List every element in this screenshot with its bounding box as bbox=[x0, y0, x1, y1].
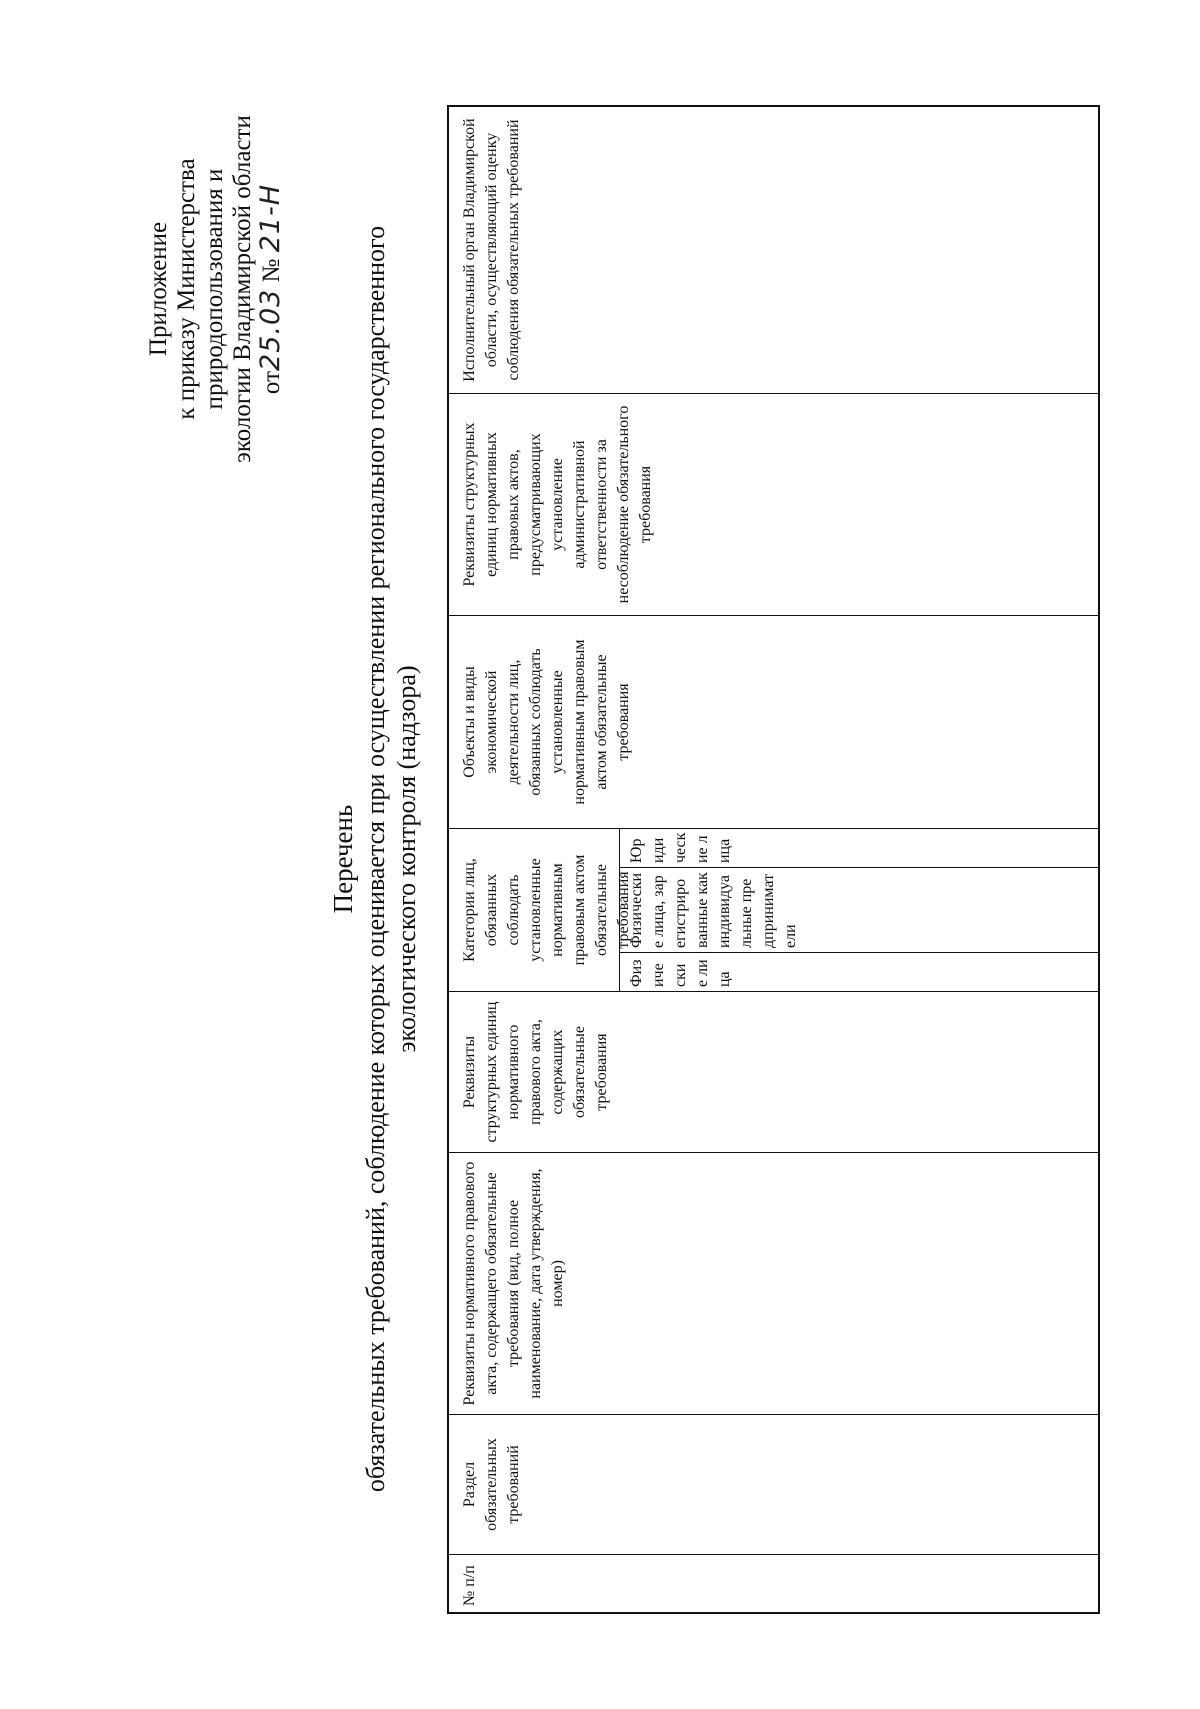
categories-subheader-row bbox=[619, 829, 1098, 991]
header-unit-details: Реквизиты структурных единиц нормативного правового акта, содержащих обязательные требования bbox=[449, 991, 1098, 1152]
requirements-table bbox=[447, 105, 1100, 1614]
header-categories: Категории лиц, обязанных соблюдать установленные нормативным правовым актом обязательные требования bbox=[461, 854, 632, 966]
approval-stamp bbox=[145, 69, 286, 509]
approval-order-line: к приказу Министерства bbox=[173, 158, 200, 420]
number-prefix: № bbox=[258, 258, 285, 283]
handwritten-number: 21-Н bbox=[255, 183, 286, 253]
header-legal-entities: Юридические лица bbox=[628, 832, 733, 863]
header-entrepreneurs: Физические лица, зарегистрированные как индивидуальные предприниматели bbox=[620, 867, 1098, 952]
header-objects: Объекты и виды экономической деятельности лиц, обязанных соблюдать установленные нормативным правовым актом обязательные требования bbox=[449, 615, 1098, 828]
document-subtitle-line-2: экологического контроля (надзора) bbox=[392, 665, 421, 1053]
document-subtitle-line-1: обязательных требований, соблюдение которых оценивается при осуществлении регионального государственного bbox=[361, 225, 390, 1493]
header-section: Раздел обязательных требований bbox=[449, 1414, 1098, 1554]
header-number: № п/п bbox=[449, 1554, 1098, 1612]
approval-region-line: экологии Владимирской области bbox=[229, 115, 256, 463]
document-title: Перечень bbox=[328, 804, 358, 914]
approval-date-line bbox=[257, 69, 286, 509]
header-act-details: Реквизиты нормативного правового акта, содержащего обязательные требования (вид, полное наименование, дата утверждения, номер) bbox=[449, 1152, 1098, 1414]
header-categories-group bbox=[449, 828, 1098, 991]
title-block bbox=[326, 159, 422, 1559]
header-liability: Реквизиты структурных единиц нормативных правовых актов, предусматривающих установление административной ответственности за несоблюдение обязательного требования bbox=[449, 393, 1098, 615]
approval-heading: Приложение bbox=[145, 221, 172, 357]
header-individuals: Физические лица bbox=[620, 952, 1098, 991]
approval-ministry-line: природопользования и bbox=[201, 168, 228, 410]
handwritten-date: 25.03 bbox=[255, 288, 286, 371]
date-prefix: от bbox=[258, 370, 285, 395]
header-authority: Исполнительный орган Владимирской области, осуществляющий оценку соблюдения обязательных требований bbox=[461, 118, 522, 382]
